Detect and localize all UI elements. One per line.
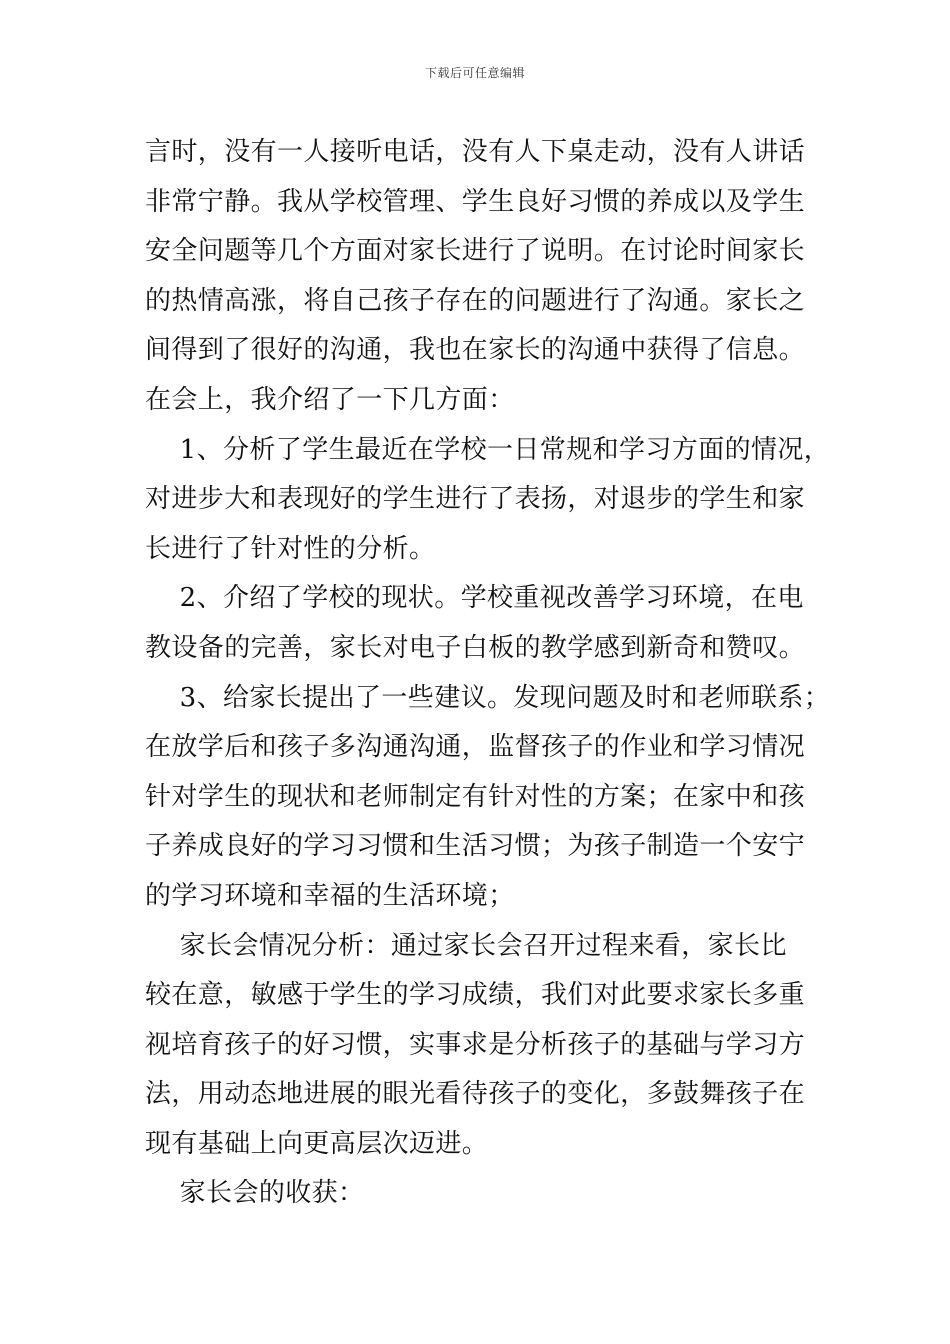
text-line: 在放学后和孩子多沟通沟通，监督孩子的作业和学习情况: [145, 732, 806, 763]
text-line: 1、分析了学生最近在学校一日常规和学习方面的情况，: [145, 434, 831, 465]
text-line: 家长会情况分析：通过家长会召开过程来看，家长比: [145, 930, 787, 961]
text-line: 非常宁静。我从学校管理、学生良好习惯的养成以及学生: [145, 186, 806, 217]
text-line: 现有基础上向更高层次迈进。: [145, 1128, 489, 1159]
text-line: 针对学生的现状和老师制定有针对性的方案；在家中和孩: [145, 781, 806, 812]
text-line: 家长会的收获：: [145, 1178, 365, 1209]
text-line: 教设备的完善，家长对电子白板的教学感到新奇和赞叹。: [145, 632, 806, 663]
text-line: 较在意，敏感于学生的学习成绩，我们对此要求家长多重: [145, 980, 806, 1011]
text-line: 的热情高涨，将自己孩子存在的问题进行了沟通。家长之: [145, 285, 806, 316]
page-header: 下载后可任意编辑: [424, 66, 525, 80]
text-line: 法，用动态地进展的眼光看待孩子的变化，多鼓舞孩子在: [145, 1079, 806, 1110]
text-line: 言时，没有一人接听电话，没有人下桌走动，没有人讲话: [145, 137, 806, 167]
text-line: 2、介绍了学校的现状。学校重视改善学习环境，在电: [145, 583, 804, 614]
text-line: 间得到了很好的沟通，我也在家长的沟通中获得了信息。: [145, 335, 806, 366]
text-line: 3、给家长提出了一些建议。发现问题及时和老师联系；: [145, 682, 831, 713]
text-line: 子养成良好的学习习惯和生活习惯；为孩子制造一个安宁: [145, 831, 806, 862]
text-line: 视培育孩子的好习惯，实事求是分析孩子的基础与学习方: [145, 1029, 806, 1060]
text-line: 安全问题等几个方面对家长进行了说明。在讨论时间家长: [145, 236, 806, 267]
text-line: 对进步大和表现好的学生进行了表扬，对退步的学生和家: [145, 484, 806, 515]
body-text: [145, 128, 831, 1219]
text-line: 长进行了针对性的分析。: [145, 533, 436, 564]
text-line: 的学习环境和幸福的生活环境；: [145, 880, 515, 911]
text-line: 在会上，我介绍了一下几方面：: [145, 384, 515, 415]
